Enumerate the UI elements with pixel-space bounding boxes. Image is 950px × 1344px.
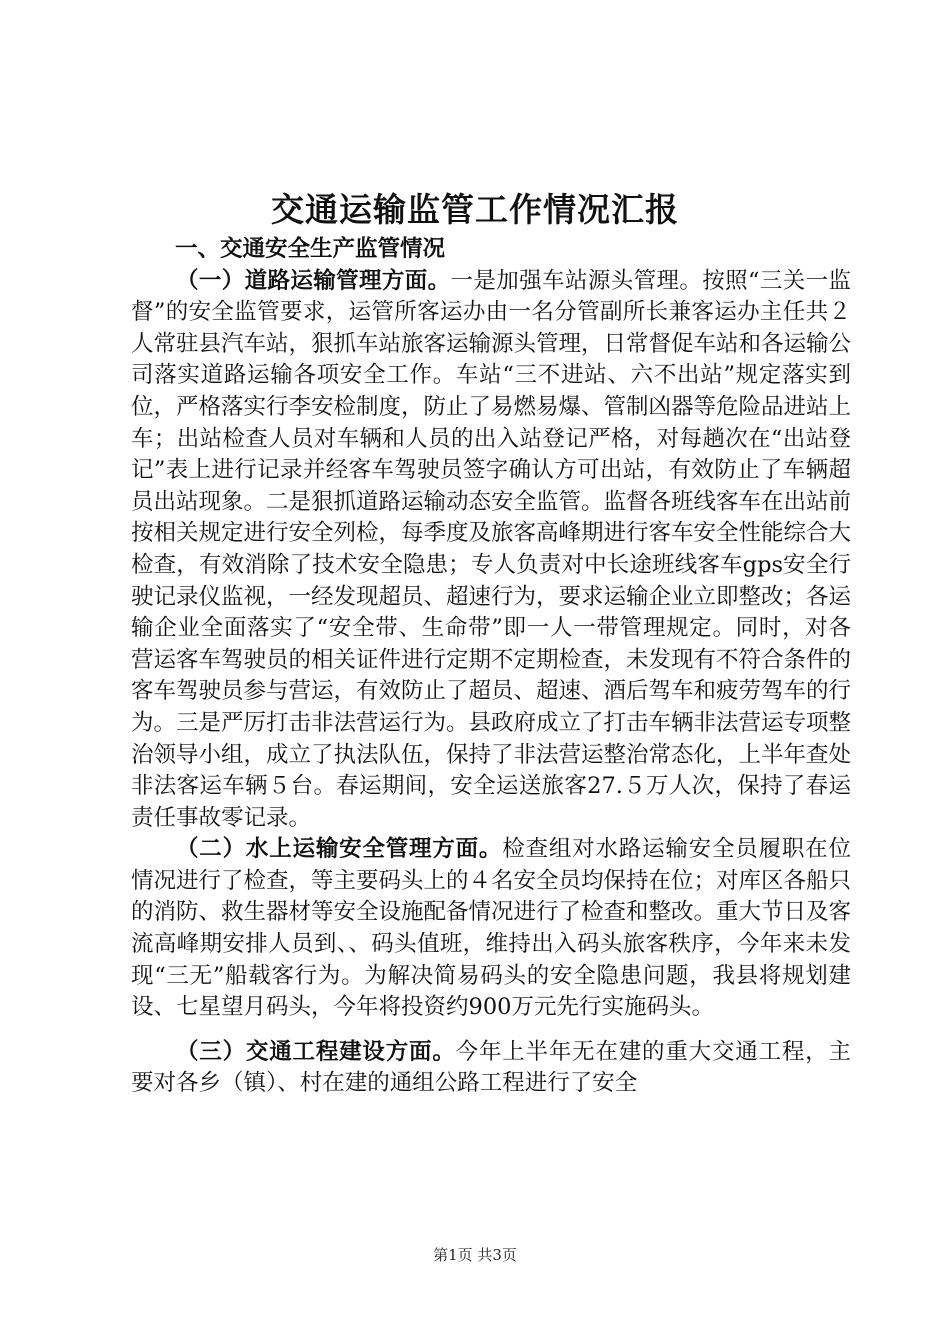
document-body — [131, 234, 851, 1100]
page-number-footer: 第1页 共3页 — [433, 1246, 517, 1264]
paragraph-lead: （一）道路运输管理方面。 — [176, 267, 451, 294]
paragraph-text: 一是加强车站源头管理。按照“三关一监督”的安全监管要求，运管所客运办由一名分管副所长兼客运办主任共２人常驻县汽车站，狠抓车站旅客运输源头管理，日常督促车站和各运输公司落实道路运输各项安全工作。车站“三不进站、六不出站”规定落实到位，严格落实行李安检制度，防止了易燃易爆、管制凶器等危险品进站上车；出站检查人员对车辆和人员的出入站登记严格，对每趟次在“出站登记”表上进行记录并经客车驾驶员签字确认方可出站，有效防止了车辆超员出站现象。二是狠抓道路运输动态安全监管。监督各班线客车在出站前按相关规定进行安全列检，每季度及旅客高峰期进行客车安全性能综合大检查，有效消除了技术安全隐患；专人负责对中长途班线客车gps安全行驶记录仪监视，一经发现超员、超速行为，要求运输企业立即整改；各运输企业全面落实了“安全带、生命带”即一人一带管理规定。同时，对各营运客车驾驶员的相关证件进行定期不定期检查，未发现有不符合条件的客车驾驶员参与营运，有效防止了超员、超速、酒后驾车和疲劳驾车的行为。三是严厉打击非法营运行为。县政府成立了打击车辆非法营运专项整治领导小组，成立了执法队伍，保持了非法营运整治常态化，上半年查处非法客运车辆５台。春运期间，安全运送旅客27.５万人次，保持了春运责任事故零记录。 — [131, 267, 852, 831]
paragraph-road-transport — [131, 266, 851, 835]
paragraph-lead: （二）水上运输安全管理方面。 — [176, 836, 503, 863]
section-heading: 一、交通安全生产监管情况 — [175, 236, 446, 262]
paragraph-water-transport — [131, 834, 851, 1024]
paragraph-text: 今年上半年无在建的重大交通工程，主要对各乡（镇）、村在建的通组公路工程进行了安全 — [131, 1038, 851, 1097]
document-title: 交通运输监管工作情况汇报 — [271, 190, 679, 229]
paragraph-construction — [131, 1037, 851, 1100]
paragraph-lead: （三）交通工程建设方面。 — [176, 1038, 456, 1065]
paragraph-text: 检查组对水路运输安全员履职在位情况进行了检查，等主要码头上的４名安全员均保持在位；对库区各船只的消防、救生器材等安全设施配备情况进行了检查和整改。重大节日及客流高峰期安排人员到、、码头值班，维持出入码头旅客秩序，今年来未发现“三无”船载客行为。为解决简易码头的安全隐患问题，我县将规划建设、七星望月码头，今年将投资约900万元先行实施码头。 — [131, 836, 852, 1021]
